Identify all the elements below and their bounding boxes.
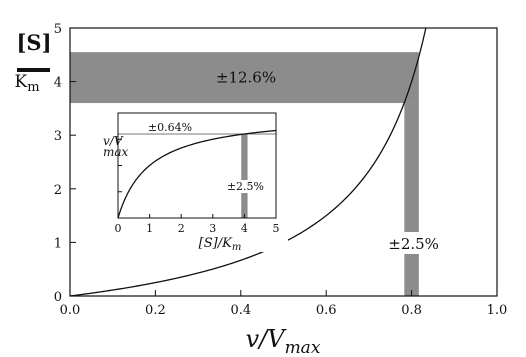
main-x-tick-label: 0.2	[145, 303, 166, 318]
main-x-axis-label-text: v/V	[245, 325, 285, 353]
main-x-tick-label: 0.8	[401, 303, 422, 318]
vertical-band-label: ±2.5%	[388, 235, 439, 253]
main-y-axis-label	[14, 30, 51, 95]
vertical-error-band	[404, 103, 419, 296]
main-y-axis-label-denominator-subscript: m	[27, 80, 40, 95]
main-x-axis-label	[246, 325, 321, 357]
inset-error-band	[241, 134, 247, 218]
main-x-tick-label: 0.4	[230, 303, 252, 318]
main-y-tick-label: 0	[53, 290, 62, 305]
inset-x-tick-label: 2	[177, 222, 185, 235]
inset-reference-label: ±0.64%	[147, 121, 193, 134]
inset-x-tick-label: 1	[146, 222, 154, 235]
main-x-axis-label-subscript: max	[284, 338, 321, 357]
inset-x-axis-label-text: [S]/K	[198, 236, 232, 251]
inset-y-axis-label-text: v/V	[103, 134, 123, 148]
main-y-tick-label: 4	[53, 75, 62, 91]
main-x-tick-label: 0.6	[315, 303, 337, 318]
main-y-tick-label: 3	[53, 129, 62, 145]
main-y-axis-label-numerator: [S]	[16, 30, 52, 55]
inset-x-axis-label-subscript: m	[231, 242, 242, 253]
main-y-axis-label-denominator	[14, 72, 39, 95]
horizontal-band-label: ±12.6%	[215, 68, 277, 87]
main-y-tick-label: 1	[53, 236, 62, 252]
main-x-tick-label: 1.0	[486, 303, 508, 318]
main-y-tick-label: 5	[53, 22, 62, 37]
main-y-tick-label: 2	[53, 182, 62, 198]
inset-y-axis-label	[103, 134, 129, 159]
main-x-ticks	[60, 290, 508, 318]
inset-x-tick-label: 5	[272, 222, 280, 235]
inset-x-tick-label: 4	[240, 222, 248, 235]
inset-x-tick-label: 3	[209, 222, 217, 235]
inset-chart	[98, 108, 288, 253]
inset-band-label: ±2.5%	[226, 180, 264, 193]
inset-y-axis-label-subscript: max	[103, 145, 129, 159]
main-x-tick-label: 0.0	[59, 303, 81, 318]
main-y-axis-label-denominator-text: K	[14, 72, 28, 92]
inset-x-tick-label: 0	[114, 222, 122, 235]
